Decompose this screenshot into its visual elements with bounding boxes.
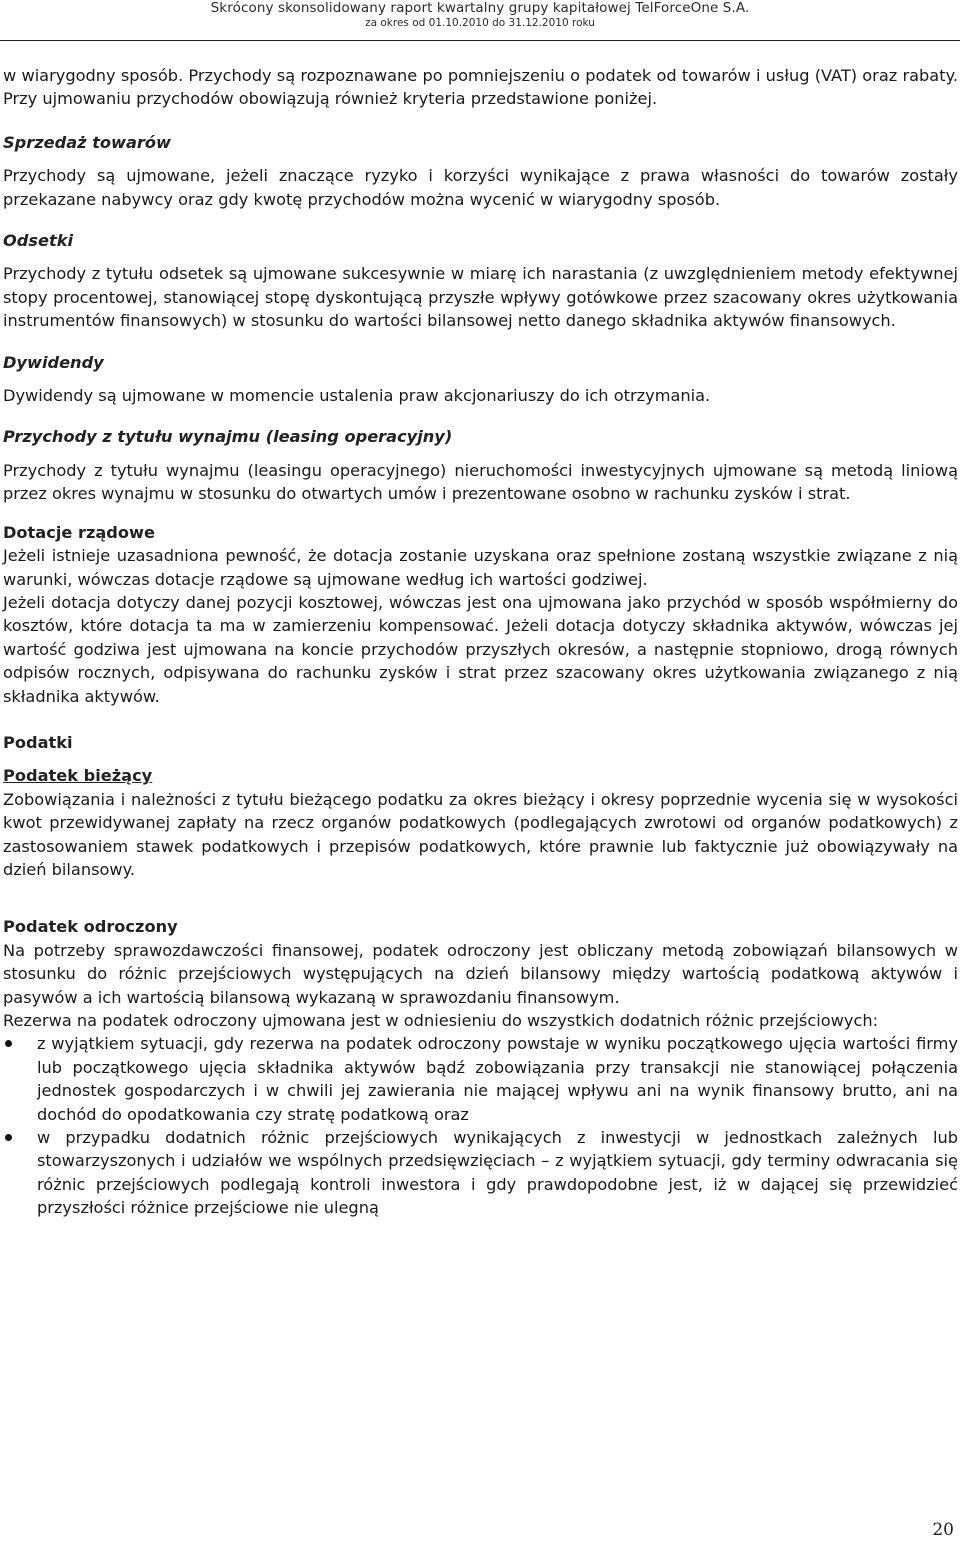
header-divider [0,40,960,41]
header-title: Skrócony skonsolidowany raport kwartalny grupy kapitałowej TelForceOne S.A. [210,0,750,16]
paragraph-podatek-odroczony-2: Rezerwa na podatek odroczony ujmowana jest w odniesieniu do wszystkich dodatnich różnic przejściowych: [3,1011,879,1030]
document-body [3,64,958,1220]
paragraph-odsetki: Przychody z tytułu odsetek są ujmowane sukcesywnie w miarę ich narastania (z uwzględnieniem metody efektywnej stopy procentowej, stanowiącej stopę dyskontującą przyszłe wpływy gotówkowe przez szacowany okres użytkowania instrumentów finansowych) w stosunku do wartości bilansowej netto danego składnika aktywów finansowych. [3,264,958,331]
heading-dotacje: Dotacje rządowe [3,522,155,542]
page-number: 20 [932,1520,954,1540]
bullet-icon [5,1134,12,1141]
paragraph-sprzedaz-towarow: Przychody są ujmowane, jeżeli znaczące ryzyko i korzyści wynikające z prawa własności do towarów zostały przekazane nabywcy oraz gdy kwotę przychodów można wycenić w wiarygodny sposób. [3,166,958,209]
paragraph-dywidendy: Dywidendy są ujmowane w momencie ustalenia praw akcjonariuszy do ich otrzymania. [3,386,711,406]
list-item [3,1126,958,1220]
paragraph-dotacje-2: Jeżeli dotacja dotyczy danej pozycji kosztowej, wówczas jest ona ujmowana jako przychód w sposób współmierny do kosztów, które dotacja ta ma w zamierzeniu kompensować. Jeżeli dotacja dotyczy składnika aktywów, wówczas jej wartość godziwa jest ujmowana na koncie przychodów przyszłych okresów, a następnie stopniowo, drogą równych odpisów rocznych, odpisywana do rachunku zysków i strat przez szacowany okres użytkowania związanego z nią składnika aktywów. [3,592,958,706]
list-item-text: w przypadku dodatnich różnic przejściowych wynikających z inwestycji w jednostkach zależnych lub stowarzyszonych i udziałów we wspólnych przedsięwzięciach – z wyjątkiem sytuacji, gdy terminy odwracania się różnic przejściowych podlegają kontroli inwestora i gdy prawdopodobne jest, iż w dającej się przewidzieć przyszłości różnice przejściowe nie ulegną [37,1128,958,1218]
heading-dywidendy: Dywidendy [3,352,104,372]
page-header [0,0,960,44]
paragraph-podatek-biezacy: Zobowiązania i należności z tytułu bieżącego podatku za okres bieżący i okresy poprzednie wycenia się w wysokości kwot przewidywanej zapłaty na rzecz organów podatkowych (podlegających zwrotowi od organów podatkowych) z zastosowaniem stawek podatkowych i przepisów podatkowych, które prawnie lub faktycznie już obowiązywały na dzień bilansowy. [3,789,958,879]
heading-sprzedaz-towarow: Sprzedaż towarów [3,132,171,152]
heading-wynajem: Przychody z tytułu wynajmu (leasing operacyjny) [3,427,453,447]
bullet-list [3,1032,958,1219]
header-subtitle: za okres od 01.10.2010 do 31.12.2010 roku [365,17,595,29]
paragraph-podatek-odroczony-1: Na potrzeby sprawozdawczości finansowej, podatek odroczony jest obliczany metodą zobowiązań bilansowych w stosunku do różnic przejściowych występujących na dzień bilansowy między wartością podatkową aktywów i pasywów a ich wartością bilansową wykazaną w sprawozdaniu finansowym. [3,940,958,1007]
paragraph-dotacje-1: Jeżeli istnieje uzasadniona pewność, że dotacja zostanie uzyskana oraz spełnione zostaną wszystkie związane z nią warunki, wówczas dotacje rządowe są ujmowane według ich wartości godziwej. [3,546,958,589]
bullet-icon [5,1040,12,1047]
heading-podatki: Podatki [3,732,73,752]
intro-paragraph: w wiarygodny sposób. Przychody są rozpoznawane po pomniejszeniu o podatek od towarów i usług (VAT) oraz rabaty. Przy ujmowaniu przychodów obowiązują również kryteria przedstawione poniżej. [3,66,958,109]
heading-odsetki: Odsetki [3,231,74,251]
list-item-text: z wyjątkiem sytuacji, gdy rezerwa na podatek odroczony powstaje w wyniku początkowego ujęcia wartości firmy lub początkowego ujęcia składnika aktywów bądź zobowiązania przy transakcji nie stanowiącej połączenia jednostek gospodarczych i w chwili jej zawierania nie mającej wpływu ani na wynik finansowy brutto, ani na dochód do opodatkowania czy stratę podatkową oraz [37,1034,958,1124]
heading-podatek-biezacy: Podatek bieżący [3,766,153,786]
paragraph-wynajem: Przychody z tytułu wynajmu (leasingu operacyjnego) nieruchomości inwestycyjnych ujmowane są metodą liniową przez okres wynajmu w stosunku do otwartych umów i prezentowane osobno w rachunku zysków i strat. [3,460,958,504]
heading-podatek-odroczony: Podatek odroczony [3,917,178,937]
list-item [3,1032,958,1126]
